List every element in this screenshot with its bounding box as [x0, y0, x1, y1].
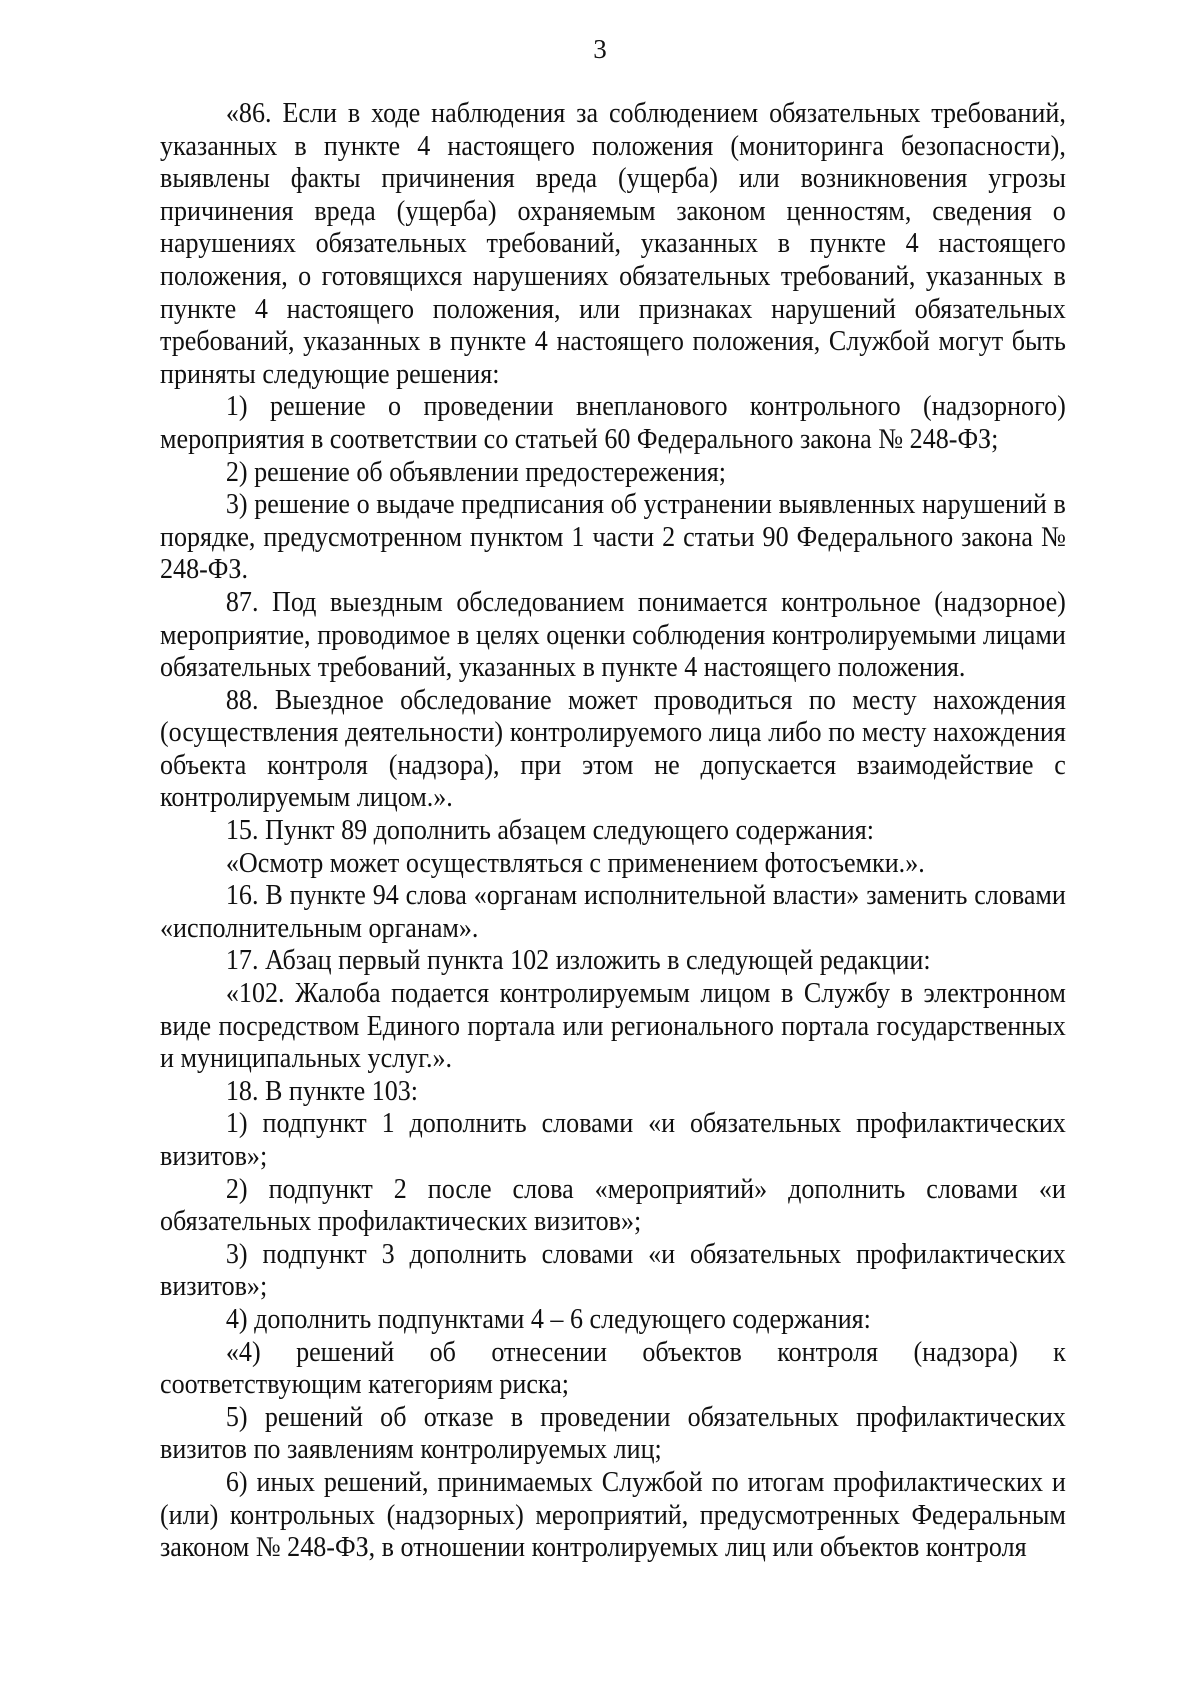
amendment-18-item-1: 1) подпункт 1 дополнить словами «и обязательных профилактических визитов»; [160, 1108, 1066, 1172]
paragraph-87: 87. Под выездным обследованием понимается контрольное (надзорное) мероприятие, проводимое в целях оценки соблюдения контролируемыми лицами обязательных требований, указанных в пункте 4 настоящего положения. [160, 586, 1066, 684]
amendment-18-item-3: 3) подпункт 3 дополнить словами «и обязательных профилактических визитов»; [160, 1238, 1066, 1303]
new-subitem-5: 5) решений об отказе в проведении обязательных профилактических визитов по заявлениям контролируемых лиц; [160, 1401, 1066, 1466]
paragraph-86-item-1: 1) решение о проведении внепланового контрольного (надзорного) мероприятия в соответствии со статьей 60 Федерального закона № 248-ФЗ; [160, 391, 1066, 455]
amendment-18-item-4: 4) дополнить подпунктами 4 – 6 следующего содержания: [225, 1303, 871, 1335]
paragraph-88: 88. Выездное обследование может проводиться по месту нахождения (осуществления деятельности) контролируемого лица либо по месту нахождения объекта контроля (надзора), при этом не допускается взаимодействие с контролируемым лицом.». [160, 684, 1066, 814]
amendment-16: 16. В пункте 94 слова «органам исполнительной власти» заменить словами «исполнительным органам». [160, 880, 1066, 944]
document-body [160, 98, 1066, 1565]
amendment-17-text: «102. Жалоба подается контролируемым лицом в Службу в электронном виде посредством Единого портала или регионального портала государственных и муниципальных услуг.». [160, 978, 1066, 1075]
amendment-15-text: «Осмотр может осуществляться с применением фотосъемки.». [225, 847, 925, 879]
new-subitem-4: «4) решений об отнесении объектов контроля (надзора) к соответствующим категориям риска; [160, 1336, 1066, 1401]
amendment-17: 17. Абзац первый пункта 102 изложить в следующей редакции: [225, 945, 931, 977]
new-subitem-6: 6) иных решений, принимаемых Службой по итогам профилактических и (или) контрольных (надзорных) мероприятий, предусмотренных Федеральным законом № 248-ФЗ, в отношении контролируемых лиц или объектов контроля [160, 1466, 1066, 1564]
amendment-18: 18. В пункте 103: [225, 1075, 419, 1107]
amendment-15: 15. Пункт 89 дополнить абзацем следующего содержания: [225, 815, 874, 847]
amendment-18-item-2: 2) подпункт 2 после слова «мероприятий» дополнить словами «и обязательных профилактических визитов»; [160, 1173, 1066, 1238]
paragraph-86-item-2: 2) решение об объявлении предостережения; [225, 456, 727, 488]
paragraph-86: «86. Если в ходе наблюдения за соблюдением обязательных требований, указанных в пункте 4 настоящего положения (мониторинга безопасности), выявлены факты причинения вреда (ущерба) или возникновения угрозы причинения вреда (ущерба) охраняемым законом ценностям, сведения о нарушениях обязательных требований, указанных в пункте 4 настоящего положения, о готовящихся нарушениях обязательных требований, указанных в пункте 4 настоящего положения, или признаках нарушений обязательных требований, указанных в пункте 4 настоящего положения, Службой могут быть приняты следующие решения: [160, 98, 1066, 390]
paragraph-86-item-3: 3) решение о выдаче предписания об устранении выявленных нарушений в порядке, предусмотренном пунктом 1 части 2 статьи 90 Федерального закона № 248-ФЗ. [160, 489, 1066, 586]
page-number: 3 [593, 34, 607, 64]
